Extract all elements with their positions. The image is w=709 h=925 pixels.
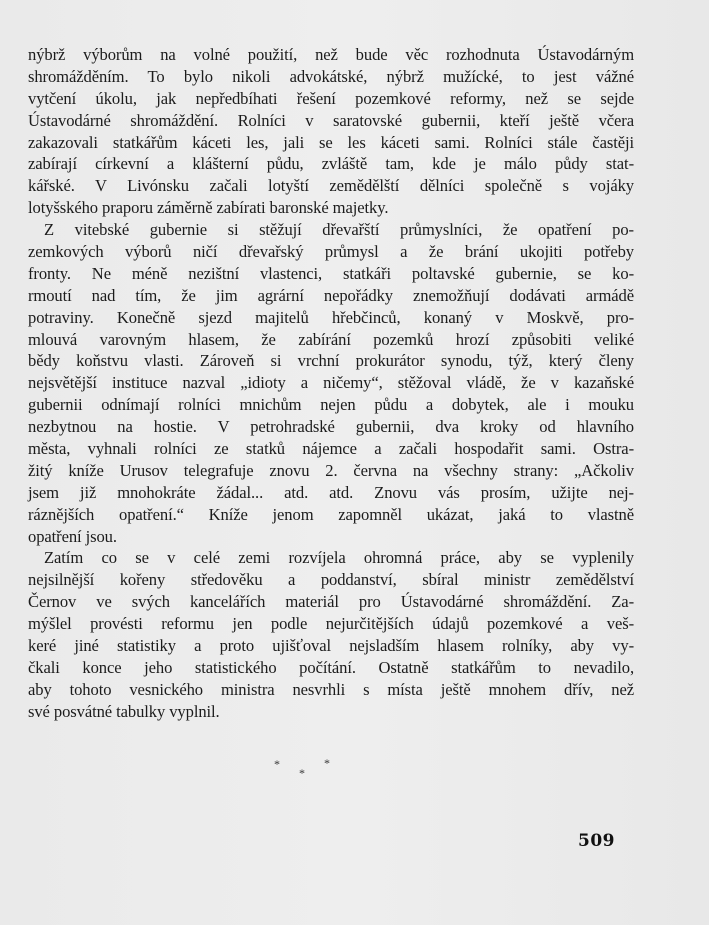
text-line: vytčení úkolu, jak nepředbíhati řešení pozemkové reformy, než se sejde	[28, 88, 634, 108]
text-line: gubernii odnímají rolníci mnichům nejen půdu a dobytek, ale i mouku	[28, 395, 634, 415]
text-line: opatření jsou.	[28, 526, 117, 546]
text-line: čkali konce jeho statistického počítání. Ostatně statkářům to nevadilo,	[28, 657, 634, 677]
text-line: Ústavodárné shromáždění. Rolníci v saratovské gubernii, kteří ještě včera	[28, 110, 634, 130]
text-line: města, vyhnali rolníci ze statků nájemce a začali hospodařit sami. Ostra-	[28, 439, 634, 459]
text-line: ráznějších opatření.“ Kníže jenom zapomněl ukázat, jaká to vlastně	[28, 504, 634, 524]
text-line: Černov ve svých kancelářích materiál pro Ústavodárné shromáždění. Za-	[28, 592, 634, 612]
text-line: mýšlel provésti reformu jen podle nejurčitějších údajů pozemkové a veš-	[28, 614, 634, 634]
paragraph-first-line: Zatím co se v celé zemi rozvíjela ohromná práce, aby se vyplenily	[44, 548, 634, 568]
text-line: rmoutí nad tím, že jim agrární nepořádky znemožňují dodávati armádě	[28, 285, 634, 305]
text-line: nýbrž výborům na volné použití, než bude věc rozhodnuta Ústavodárným	[28, 45, 634, 64]
text-line: své posvátné tabulky vyplnil.	[28, 701, 220, 721]
text-line: žitý kníže Urusov telegrafuje znovu 2. června na všechny strany: „Ačkoliv	[28, 460, 634, 480]
text-line: lotyšského praporu záměrně zabírati baronské majetky.	[28, 198, 389, 218]
text-line: mlouvá varovným hlasem, že zabírání pozemků hrozí způsobiti veliké	[28, 329, 634, 349]
text-line: zemkových výborů ničí dřevařský průmysl a že brání ukojiti potřeby	[28, 242, 634, 262]
text-line: fronty. Ne méně nezištní vlastenci, statkáři poltavské gubernie, se ko-	[28, 263, 634, 283]
paragraph-first-line: Z vitebské gubernie si stěžují dřevařští průmyslníci, že opatření po-	[44, 220, 634, 240]
text-line: nejsilnější kořeny středověku a poddanství, sbíral ministr zemědělství	[28, 570, 634, 590]
text-line: bědy koňstvu vlasti. Zároveň si vrchní prokurátor synodu, týž, který členy	[28, 351, 634, 371]
text-line: nezbytnou na hostie. V petrohradské gubernii, dva kroky od hlavního	[28, 417, 634, 437]
page-number: 509	[578, 831, 615, 851]
asterisk-icon: *	[324, 756, 330, 770]
body-text	[28, 44, 634, 723]
text-line: kářské. V Livónsku začali lotyští zemědělští dělníci společně s vojáky	[28, 176, 634, 196]
text-line: keré jiné statistiky a proto ujišťoval nejsladším hlasem rolníky, aby vy-	[28, 636, 634, 656]
text-line: zabírají církevní a klášterní půdu, zvláště tam, kde je málo půdy stat-	[28, 154, 634, 174]
asterisk-icon: *	[299, 766, 305, 780]
asterisk-icon: *	[274, 757, 280, 771]
text-line: jsem již mnohokráte žádal... atd. atd. Znovu vás prosím, užijte nej-	[28, 482, 634, 502]
text-line: potraviny. Konečně sjezd majitelů hřebčinců, konaný v Moskvě, pro-	[28, 307, 634, 327]
section-break-asterism	[270, 755, 340, 785]
text-line: aby tohoto vesnického ministra nesvrhli s místa ještě mnohem dřív, než	[28, 679, 634, 699]
text-line: shromážděním. To bylo nikoli advokátské, nýbrž mužícké, to jest vážné	[28, 66, 634, 86]
text-line: nejsvětější instituce nazval „idioty a ničemy“, stěžoval vládě, že v kazaňské	[28, 373, 634, 393]
text-line: zakazovali statkářům káceti les, jali se les káceti sami. Rolníci stále častěji	[28, 132, 634, 152]
